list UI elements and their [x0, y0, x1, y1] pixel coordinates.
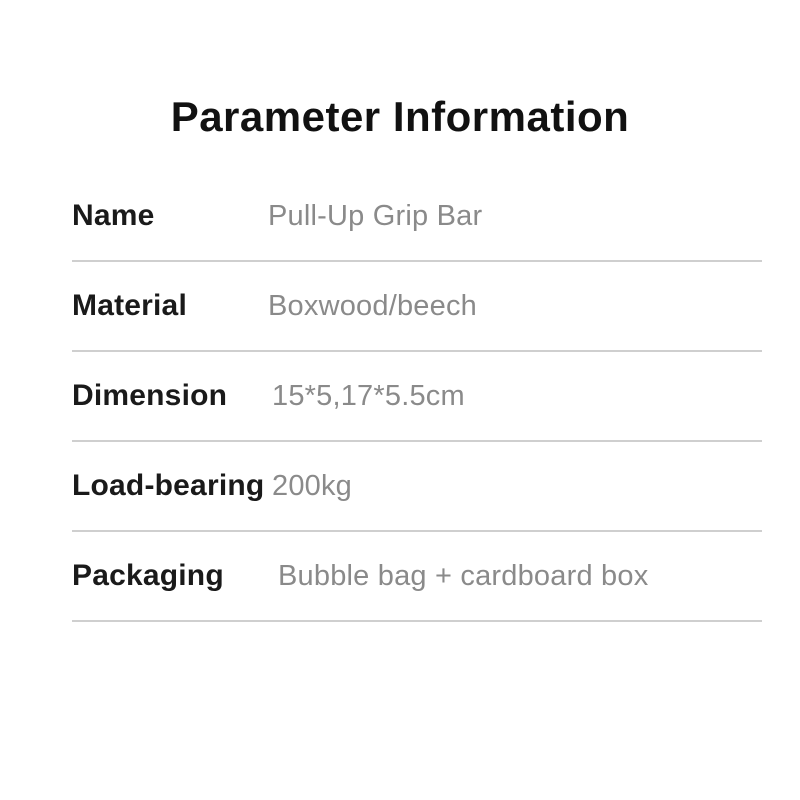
- spec-label: Packaging: [72, 559, 224, 593]
- spec-row-packaging: [72, 532, 762, 622]
- spec-row-material: [72, 262, 762, 352]
- spec-value: 15*5,17*5.5cm: [272, 379, 465, 412]
- page-title: Parameter Information: [170, 93, 630, 140]
- spec-value: 200kg: [272, 469, 353, 502]
- spec-label: Dimension: [72, 379, 228, 413]
- spec-row-load-bearing: [72, 442, 762, 532]
- spec-value: Pull-Up Grip Bar: [268, 199, 483, 232]
- spec-row-dimension: [72, 352, 762, 442]
- spec-table: [72, 172, 762, 622]
- spec-row-name: [72, 172, 762, 262]
- spec-value: Boxwood/beech: [268, 289, 477, 322]
- spec-value: Bubble bag + cardboard box: [278, 559, 649, 592]
- spec-label: Load-bearing: [72, 469, 265, 503]
- spec-label: Name: [72, 199, 155, 233]
- spec-label: Material: [72, 289, 187, 323]
